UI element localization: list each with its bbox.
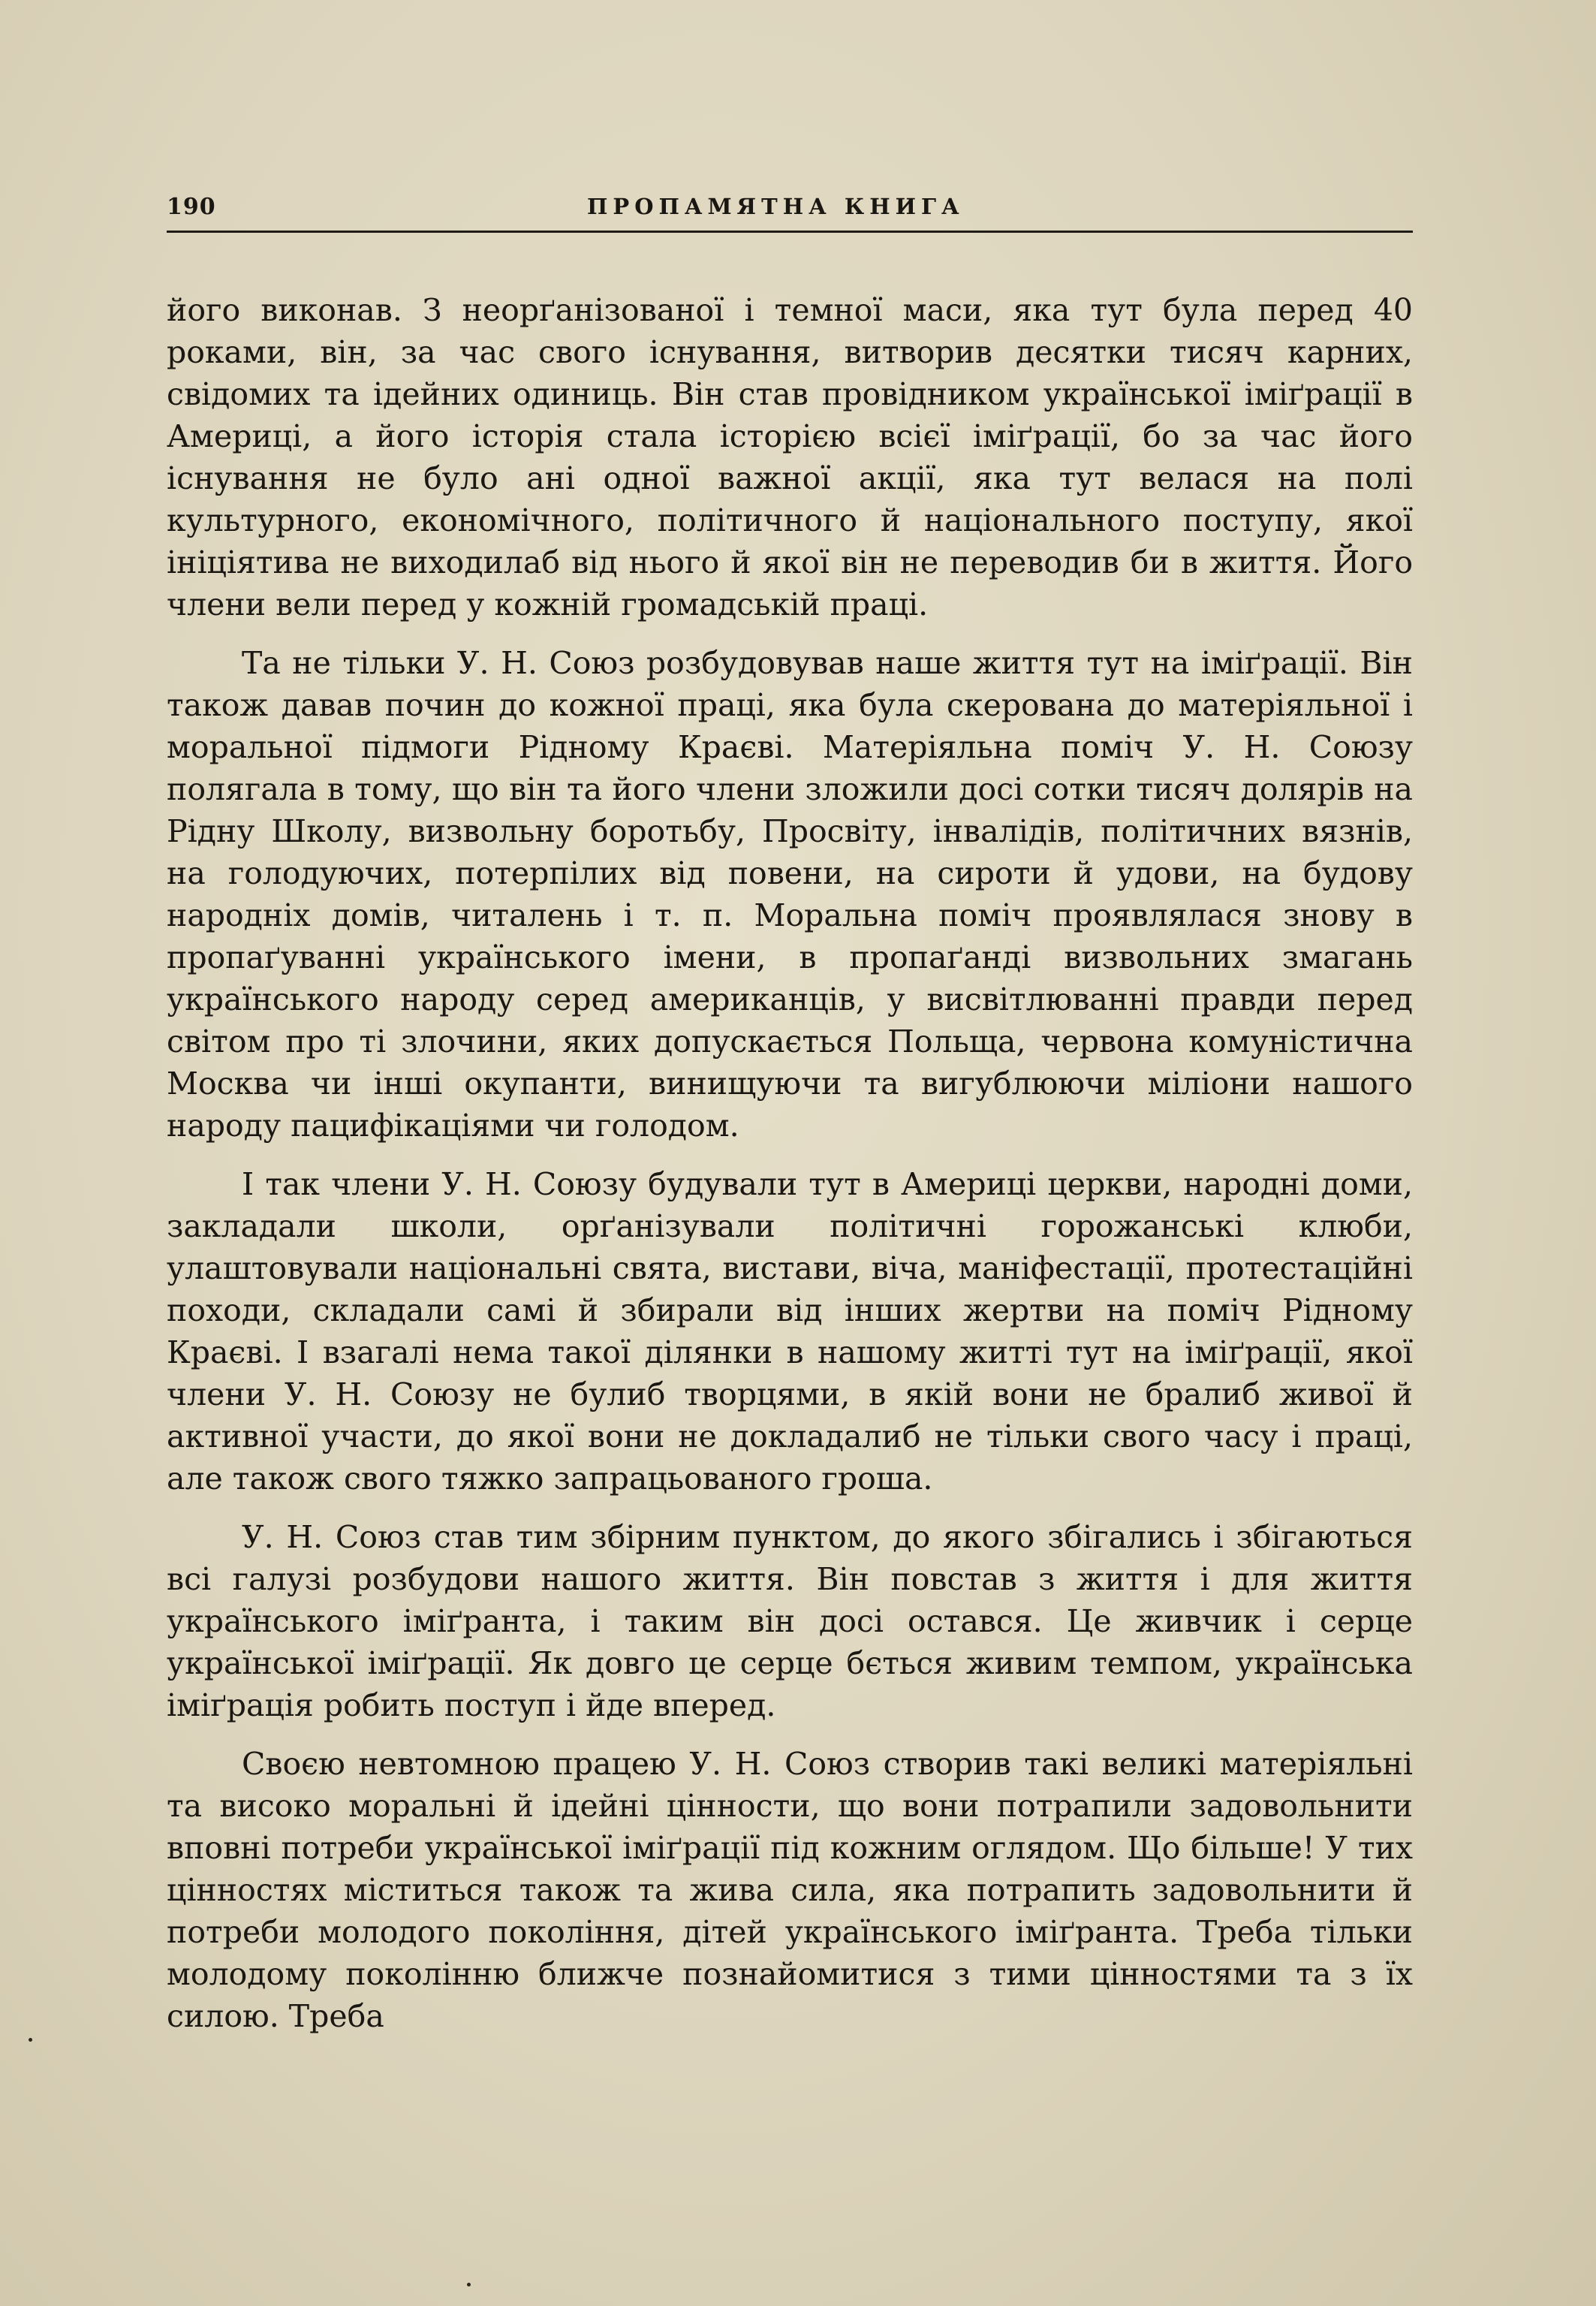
paragraph-3: І так члени У. Н. Союзу будували тут в Америці церкви, народні доми, закладали школи, орґанізували політичні горожанські клюби, улаштовували національні свята, вистави, віча, маніфестації, протестаційні походи, складали самі й збирали від інших жертви на поміч Рідному Краєві. І взагалі нема такої ділянки в нашому житті тут на іміґрації, якої члени У. Н. Союзу не булиб творцями, в якій вони не бралиб живої й активної участи, до якої вони не докладалиб не тільки свого часу і праці, але також свого тяжко запрацьованого гроша.: [167, 1166, 1413, 1497]
running-title: ПРОПАМЯТНА КНИГА: [587, 194, 965, 219]
body-text: [167, 289, 1413, 2037]
paragraph-1: його виконав. З неорґанізованої і темної маси, яка тут була перед 40 роками, він, за час свого існування, витворив десятки тисяч карних, свідомих та ідейних одиниць. Він став провідником української іміґрації в Америці, а його історія стала історією всієї іміґрації, бо за час його існування не було ані одної важної акції, яка тут велася на полі культурного, економічного, політичного й національного поступу, якої ініціятива не виходилаб від нього й якої він не переводив би в життя. Його члени вели перед у кожній громадській праці.: [167, 292, 1413, 622]
page-number: 190: [167, 194, 216, 220]
page-header: [167, 194, 1413, 231]
paragraph-4: У. Н. Союз став тим збірним пунктом, до якого збігались і збігаються всі галузі розбудови нашого життя. Він повстав з життя і для життя українського іміґранта, і таким він досі остався. Це живчик і серце української іміґрації. Як довго це серце бється живим темпом, українська іміґрація робить поступ і йде вперед.: [167, 1519, 1413, 1723]
header-rule: [167, 231, 1413, 233]
paragraph-2: Та не тільки У. Н. Союз розбудовував наше життя тут на іміґрації. Він також давав почин до кожної праці, яка була скерована до матеріяльної і моральної підмоги Рідному Краєві. Матеріяльна поміч У. Н. Союзу полягала в тому, що він та його члени зложили досі сотки тисяч долярів на Рідну Школу, визвольну боротьбу, Просвіту, інвалідів, політичних вязнів, на голодуючих, потерпілих від повени, на сироти й удови, на будову народніх домів, читалень і т. п. Моральна поміч проявлялася знову в пропаґуванні українського імени, в пропаґанді визвольних змагань українського народу серед американців, у висвітлюванні правди перед світом про ті злочини, яких допускається Польща, червона комуністична Москва чи інші окупанти, винищуючи та вигублюючи міліони нашого народу пацифікаціями чи голодом.: [167, 645, 1413, 1144]
paper-speck: [29, 2038, 32, 2042]
paper-speck: [467, 2283, 471, 2286]
paragraph-5: Своєю невтомною працею У. Н. Союз створив такі великі матеріяльні та високо моральні й ідейні цінности, що вони потрапили задовольнити вповні потреби української іміґрації під кожним оглядом. Що більше! У тих цінностях міститься також та жива сила, яка потрапить задовольнити й потреби молодого покоління, дітей українського іміґранта. Треба тільки молодому поколінню ближче познайомитися з тими цінностями та з їх силою. Треба: [167, 1746, 1413, 2034]
